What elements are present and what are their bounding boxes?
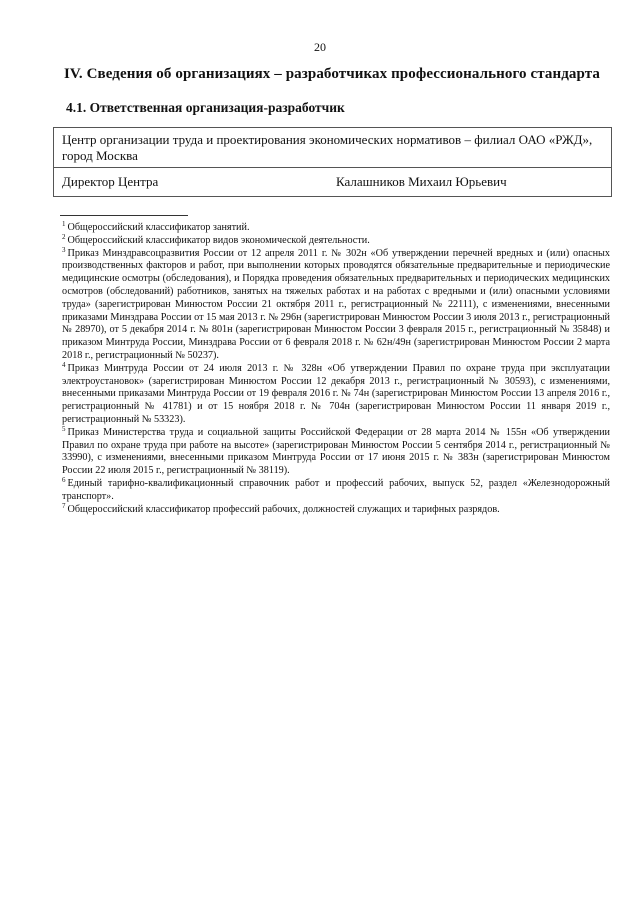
organization-table [53, 127, 612, 197]
footnote [62, 222, 610, 235]
person-name: Калашников Михаил Юрьевич [336, 174, 507, 189]
footnote-mark: 3 [62, 245, 66, 254]
page-number: 20 [314, 40, 326, 54]
footnote-mark: 6 [62, 475, 66, 484]
section-title: IV. Сведения об организациях – разработчиках профессионального стандарта [63, 66, 601, 82]
signature-row [54, 168, 611, 196]
footnote-text: Единый тарифно-квалификационный справочник работ и профессий рабочих, выпуск 52, раздел «Железнодорожный транспорт». [62, 477, 610, 502]
footnote-text: Приказ Министерства труда и социальной защиты Российской Федерации от 28 марта 2014 № 155н «Об утверждении Правил по охране труда при работе на высоте» (зарегистрирован Минюстом России 5 сентября 2014 г., регистрационный № 33990), с изменениями, внесенными приказом Минтруда России от 17 июня 2015 г. № 383н (зарегистрирован Минюстом России 22 июля 2015 г., регистрационный № 38119). [62, 426, 610, 477]
footnote-mark: 7 [62, 501, 66, 510]
footnote [62, 501, 610, 517]
footnote [62, 360, 610, 427]
footnote-text: Общероссийский классификатор видов экономической деятельности. [67, 234, 370, 246]
subsection-title: 4.1. Ответственная организация-разработчик [66, 100, 345, 115]
organization-name: Центр организации труда и проектирования экономических нормативов – филиал ОАО «РЖД», город Москва [54, 128, 611, 168]
footnote-text: Приказ Минтруда России от 24 июля 2013 г. № 328н «Об утверждении Правил по охране труда при эксплуатации электроустановок» (зарегистрирован Минюстом России 12 декабря 2013 г., регистрационный № 30593), с изменениями, внесенными приказами Минтруда России от 19 февраля 2016 г. № 74н (зарегистрирован Минюстом России 13 апреля 2016 г., регистрационный № 41781) и от 15 ноября 2018 г. № 704н (зарегистрирован Минюстом России 11 января 2019 г., регистрационный № 53323). [62, 362, 610, 425]
footnote-text: Приказ Минздравсоцразвития России от 12 апреля 2011 г. № 302н «Об утверждении перечней вредных и (или) опасных производственных факторов и работ, при выполнении которых проводятся обязательные предварительные и периодические медицинские осмотры (обследования), и Порядка проведения обязательных предварительных и периодических медицинских осмотров (обследований) работников, занятых на тяжелых работах и на работах с вредными и (или) опасными условиями труда» (зарегистрирован Минюстом России 21 октября 2011 г., регистрационный № 22111), с изменениями, внесенными приказами Минздрава России от 15 мая 2013 г. № 296н (зарегистрирован Минюстом России 3 июля 2013 г., регистрационный № 28970), от 5 декабря 2014 г. № 801н (зарегистрирован Минюстом России 3 февраля 2015 г., регистрационный № 35848) и приказом Минтруда России, Минздрава России от 6 февраля 2018 г. № 62н/49н (зарегистрирован Минюстом России 2 марта 2018 г., регистрационный № 50237). [62, 247, 610, 361]
footnote-mark: 4 [62, 360, 66, 369]
footnotes [62, 222, 610, 516]
footnote [62, 424, 610, 478]
footnote-text: Общероссийский классификатор занятий. [67, 222, 250, 233]
footnote-text: Общероссийский классификатор профессий рабочих, должностей служащих и тарифных разрядов. [67, 503, 500, 515]
position-title: Директор Центра [62, 174, 159, 189]
footnote [62, 245, 610, 363]
footnote-separator [60, 215, 188, 216]
footnote [62, 232, 610, 248]
footnote-mark: 5 [62, 424, 66, 433]
footnote-mark: 1 [62, 220, 66, 228]
footnote-mark: 2 [62, 232, 66, 241]
footnote [62, 475, 610, 504]
